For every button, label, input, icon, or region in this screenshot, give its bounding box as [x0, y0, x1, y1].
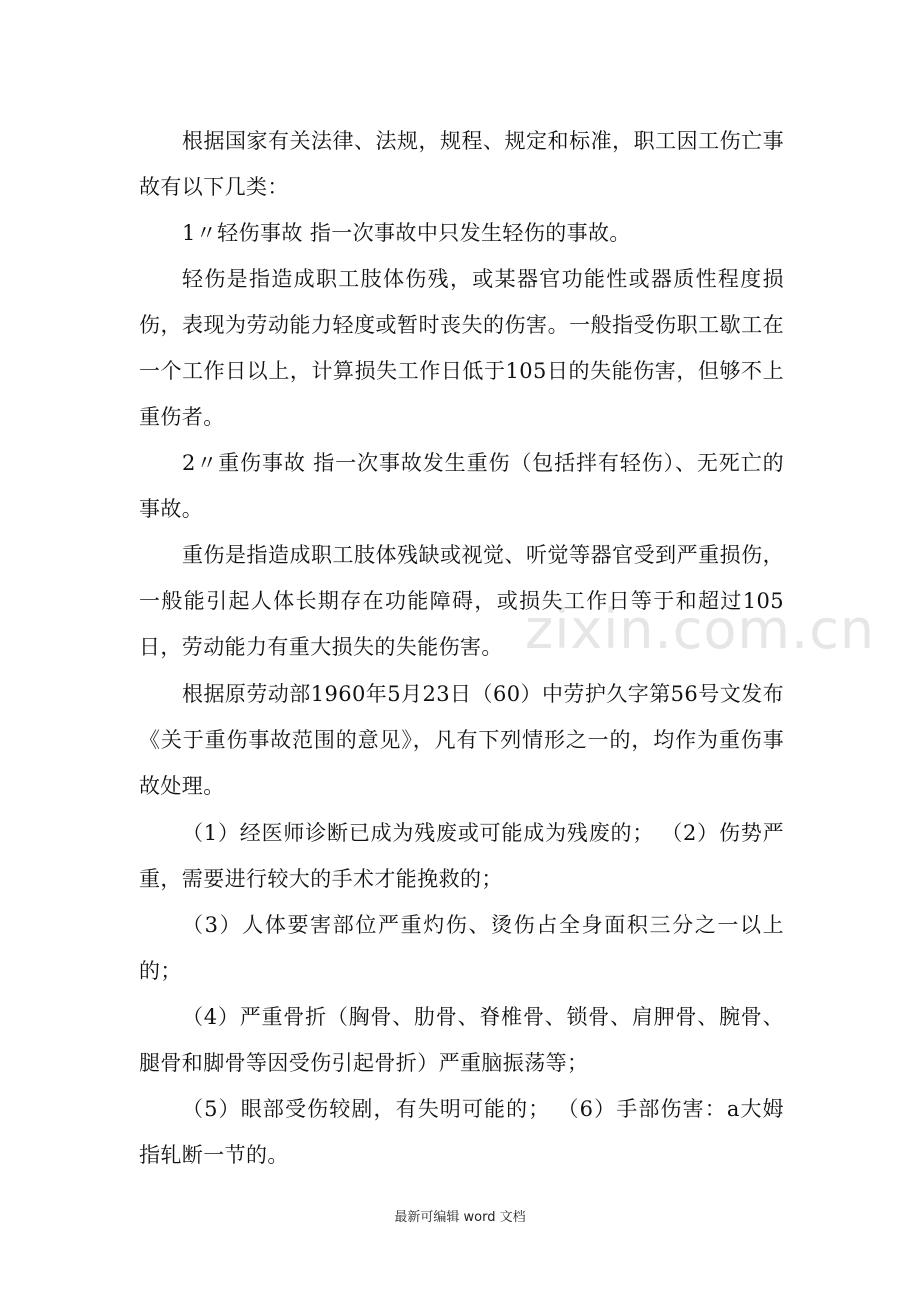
paragraph-serious-injury-definition: 重伤是指造成职工肢体残缺或视觉、听觉等器官受到严重损伤，一般能引起人体长期存在功能障碍，或损失工作日等于和超过105日，劳动能力有重大损失的失能伤害。	[139, 543, 784, 659]
watermark: zixin.com.cn	[525, 598, 876, 661]
paragraph-item-3: （3）人体要害部位严重灼伤、烫伤占全身面积三分之一以上的；	[139, 913, 784, 983]
paragraph-minor-injury-definition: 轻伤是指造成职工肢体伤残，或某器官功能性或器质性程度损伤，表现为劳动能力轻度或暂时丧失的伤害。一般指受伤职工歇工在一个工作日以上，计算损失工作日低于105日的失能伤害，但够不上重伤者。	[139, 267, 784, 429]
paragraph-minor-injury-heading: 1〃轻伤事故 指一次事故中只发生轻伤的事故。	[182, 221, 631, 245]
paragraph-regulation-reference: 根据原劳动部1960年5月23日（60）中劳护久字第56号文发布《关于重伤事故范围的意见》，凡有下列情形之一的，均作为重伤事故处理。	[139, 682, 784, 798]
paragraph-items-5-6: （5）眼部受伤较剧，有失明可能的； （6）手部伤害：a大姆指轧断一节的。	[139, 1097, 784, 1167]
paragraph-intro: 根据国家有关法律、法规，规程、规定和标准，职工因工伤亡事故有以下几类：	[139, 129, 784, 199]
paragraph-items-1-2: （1）经医师诊断已成为残废或可能成为残废的； （2）伤势严重，需要进行较大的手术才能挽救的；	[139, 821, 784, 891]
paragraph-item-4: （4）严重骨折（胸骨、肋骨、脊椎骨、锁骨、肩胛骨、腕骨、腿骨和脚骨等因受伤引起骨折）严重脑振荡等；	[139, 1005, 784, 1075]
page-footer: 最新可编辑 word 文档	[394, 1210, 526, 1225]
paragraph-serious-injury-heading: 2〃重伤事故 指一次事故发生重伤（包括拌有轻伤）、无死亡的事故。	[139, 451, 784, 521]
